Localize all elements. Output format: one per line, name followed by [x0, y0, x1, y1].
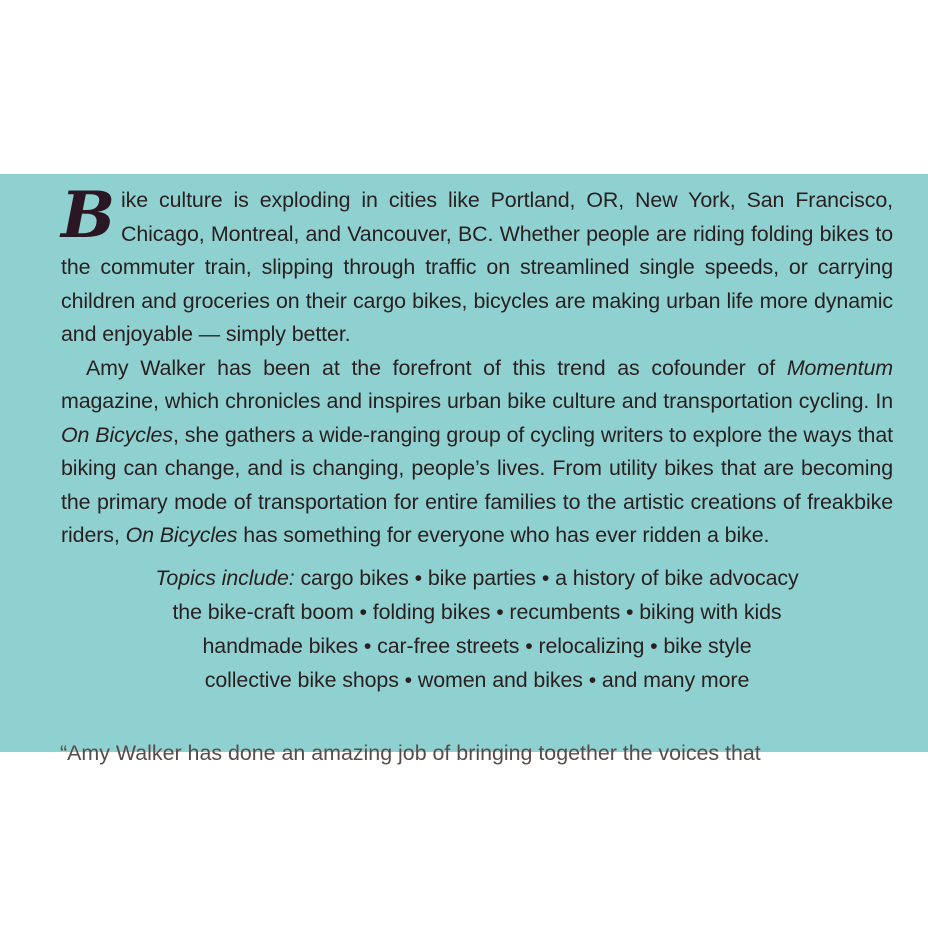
- topics-line-4: collective bike shops • women and bikes • and many more: [204, 667, 750, 692]
- book-title-second: On Bicycles: [125, 523, 238, 547]
- blurb-text: [61, 178, 893, 697]
- magazine-title: Momentum: [786, 355, 893, 380]
- intro-paragraph-text: ike culture is exploding in cities like Portland, OR, New York, San Francisco, Chicago, Montreal, and Vancouver, BC. Whether people are riding folding bikes to the commuter train, slipping through traffic on streamlined single speeds, or carrying children and groceries on their cargo bikes, bicycles are making urban life more dynamic and enjoyable — simply better.: [61, 188, 893, 346]
- topics-line-1-text: cargo bikes • bike parties • a history of bike advocacy: [294, 565, 799, 590]
- author-paragraph: [61, 352, 893, 553]
- dropcap-letter: B: [61, 178, 115, 253]
- back-cover-blurb-panel: [0, 174, 928, 765]
- author-paragraph-part3: , she gathers a wide-ranging group of cycling writers to explore the ways that biking can change, and is changing, people’s lives. From utility bikes that are becoming the primary mode of transportation for entire families to the artistic creations of freakbike riders,: [61, 422, 893, 547]
- topics-lead: Topics include:: [155, 565, 295, 590]
- intro-paragraph: [61, 178, 893, 352]
- author-paragraph-part2: magazine, which chronicles and inspires urban bike culture and transportation cycling. In: [61, 389, 893, 413]
- topics-line-3: handmade bikes • car-free streets • relocalizing • bike style: [202, 633, 752, 658]
- author-paragraph-part4: has something for everyone who has ever ridden a bike.: [237, 523, 770, 547]
- book-title: On Bicycles: [61, 422, 173, 447]
- cutoff-quote-line: [60, 741, 900, 765]
- cutoff-quote-text: “Amy Walker has done an amazing job of bringing together the voices that: [60, 741, 761, 765]
- topics-line-2: the bike-craft boom • folding bikes • recumbents • biking with kids: [172, 599, 782, 624]
- topics-list: [61, 561, 893, 697]
- author-paragraph-part1: Amy Walker has been at the forefront of this trend as cofounder of: [86, 355, 787, 380]
- topics-line-1: [61, 561, 893, 595]
